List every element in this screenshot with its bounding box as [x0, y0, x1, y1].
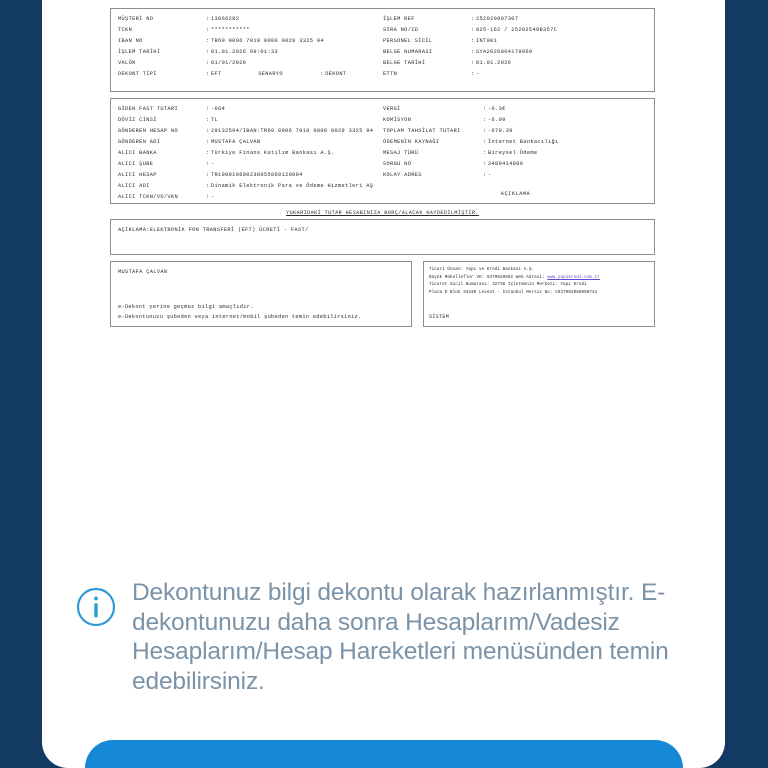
field-separator: :	[206, 71, 210, 77]
field-separator: :	[206, 60, 210, 66]
receipt-note-block	[110, 219, 655, 255]
legal-line-3: Ticaret Sicil Numarası: 32736 İşletmenin Merkezi: Yapı Kredi	[429, 282, 587, 287]
field-value: -6.09	[488, 117, 506, 123]
field-separator: :	[206, 150, 210, 156]
field-value: 01/01/2026	[211, 60, 247, 66]
field-key: GÖNDEREN HESAP NO	[118, 128, 178, 134]
receipt-header-block	[110, 8, 655, 92]
field-key: VERGİ	[383, 106, 401, 112]
field-separator: :	[206, 183, 210, 189]
field-separator: :	[471, 71, 475, 77]
info-circle-icon	[76, 587, 116, 627]
field-toplam-tahsilat-tutari	[383, 126, 648, 137]
field-key: ALICI TCKN/VD/VKN	[118, 194, 178, 200]
receipt-customer-block	[110, 261, 412, 327]
field-value: Bireysel Ödeme	[488, 150, 538, 156]
field-value: -	[488, 172, 492, 178]
legal-line-2-text: Büyük Mükellefler VD: 9370020892 Web Adresi:	[429, 274, 548, 280]
field-separator: :	[206, 27, 210, 33]
field-key: BELGE TARİHİ	[383, 60, 426, 66]
field-separator: :	[206, 49, 210, 55]
field-key: KOLAY ADRES	[383, 172, 422, 178]
field-separator: :	[206, 117, 210, 123]
detail-left-column	[118, 104, 383, 203]
field-key: GÖNDEREN ADI	[118, 139, 161, 145]
field-key: DEKONT TİPİ	[118, 71, 157, 77]
field-key: BELGE NUMARASI	[383, 49, 433, 55]
field-vergi	[383, 104, 648, 115]
field-tckn	[118, 25, 383, 36]
field-value-senaryo: DEKONT	[325, 71, 347, 77]
receipt-bottom-row	[110, 261, 655, 333]
field-gonderen-adi	[118, 137, 383, 148]
detail-right-column	[383, 104, 648, 203]
field-value: MUSTAFA ÇALVAN	[211, 139, 261, 145]
legal-system-label: SİSTEM	[429, 314, 450, 320]
customer-name: MUSTAFA ÇALVAN	[118, 269, 168, 275]
customer-footer	[118, 302, 362, 322]
field-separator: :	[471, 60, 475, 66]
field-separator: :	[206, 139, 210, 145]
field-sira-no-id	[383, 25, 648, 36]
field-odemenin-kaynagi	[383, 137, 648, 148]
field-key: VALÖR	[118, 60, 136, 66]
field-separator: :	[320, 71, 324, 77]
field-separator: :	[471, 27, 475, 33]
aciklama-label: AÇIKLAMA	[500, 191, 531, 197]
legal-line-2	[429, 274, 649, 282]
field-key: PERSONEL SİCİL	[383, 38, 433, 44]
field-key: KOMİSYON	[383, 117, 412, 123]
field-ettn	[383, 69, 648, 80]
field-giden-fast-tutari	[118, 104, 383, 115]
field-value: Dinamik Elektronik Para ve Ödeme Hizmetleri AŞ	[211, 183, 374, 189]
field-mesaj-turu	[383, 148, 648, 159]
receipt-detail-block	[110, 98, 655, 204]
field-value: -	[476, 71, 480, 77]
field-dekont-tipi	[118, 69, 383, 80]
customer-footer-line-2: e-Dekontunuzu şubeden veya internet/mobil şubeden temin edebilirsiniz.	[118, 314, 362, 320]
field-alici-sube	[118, 159, 383, 170]
field-key: MESAJ TÜRÜ	[383, 150, 419, 156]
field-separator: :	[206, 38, 210, 44]
field-separator: :	[483, 106, 487, 112]
field-key: TOPLAM TAHSİLAT TUTARI	[383, 128, 461, 134]
field-key: ETTN	[383, 71, 398, 77]
field-value: 13066282	[211, 16, 240, 22]
customer-footer-line-1: e-Dekont yerine geçmez bilgi amaçlıdır.	[118, 304, 254, 310]
field-value: -	[211, 161, 215, 167]
info-banner-message: Dekontunuz bilgi dekontu olarak hazırlanmıştır. E-dekontunuzu daha sonra Hesaplarım/Vadesiz Hesaplarım/Hesap Hareketleri menüsünden temin edebilirsiniz.	[132, 579, 669, 695]
primary-action-button[interactable]	[85, 740, 683, 768]
field-key: TCKN	[118, 27, 133, 33]
field-key: ALICI ŞUBE	[118, 161, 154, 167]
field-value: -	[211, 194, 215, 200]
header-left-column	[118, 14, 383, 80]
field-belge-numarasi	[383, 47, 648, 58]
note-line: AÇIKLAMA:ELEKTRONİK FON TRANSFERİ (EFT) ÜCRETİ - FAST/	[118, 227, 309, 233]
field-key: ALICI HESAP	[118, 172, 157, 178]
field-iban-no	[118, 36, 383, 47]
field-separator: :	[483, 161, 487, 167]
field-value: ***********	[211, 27, 250, 33]
field-value: 29132594/IBAN:TR60 0006 7010 0000 0029 3325 94	[211, 128, 374, 134]
field-alici-tckn-vd-vkn	[118, 192, 383, 203]
field-value: TL	[211, 117, 219, 123]
field-separator: :	[471, 49, 475, 55]
field-separator: :	[206, 128, 210, 134]
field-separator: :	[483, 128, 487, 134]
field-value: SYA2026004179069	[476, 49, 533, 55]
header-right-column	[383, 14, 648, 80]
field-key: MÜŞTERİ NO	[118, 16, 154, 22]
field-value: Türkiye Finans Katılım Bankası A.Ş.	[211, 150, 335, 156]
field-alici-adi	[118, 181, 383, 192]
field-komisyon	[383, 115, 648, 126]
field-value: 925-162 / 25202549B357C	[476, 27, 558, 33]
field-separator: :	[206, 172, 210, 178]
field-value: INT001	[476, 38, 498, 44]
field-valor	[118, 58, 383, 69]
field-separator: :	[206, 194, 210, 200]
field-value: -0.3€	[488, 106, 506, 112]
field-personel-sicil	[383, 36, 648, 47]
field-value: -670.39	[488, 128, 513, 134]
field-separator: :	[206, 106, 210, 112]
field-separator: :	[206, 16, 210, 22]
content-card	[42, 0, 725, 768]
receipt-legal-block	[423, 261, 655, 327]
field-separator: :	[471, 38, 475, 44]
borc-alacak-note: YUKARIDAKİ TUTAR HESABINIZA BORÇ/ALACAK KAYDEDİLMİŞTİR.	[286, 210, 479, 216]
legal-line-4: Plaza D Blok 34330 Levent - İstanbul Mersis No: C937002089080741	[429, 289, 598, 295]
field-value: 252020907307	[476, 16, 519, 22]
field-musteri-no	[118, 14, 383, 25]
field-islem-ref	[383, 14, 648, 25]
field-value: 2489414800	[488, 161, 524, 167]
field-key: İŞLEM TARİHİ	[118, 49, 161, 55]
receipt-document	[110, 8, 655, 333]
field-gonderen-hesap-no	[118, 126, 383, 137]
field-separator: :	[471, 16, 475, 22]
field-key: DÖVİZ CİNSİ	[118, 117, 157, 123]
field-separator: :	[206, 161, 210, 167]
field-alici-hesap	[118, 170, 383, 181]
field-key: ALICI ADI	[118, 183, 150, 189]
field-value: 01.01.2026	[476, 60, 512, 66]
field-value: EFT	[211, 71, 222, 77]
field-islem-tarihi	[118, 47, 383, 58]
field-key: ALICI BANKA	[118, 150, 157, 156]
field-alici-banka	[118, 148, 383, 159]
field-key: SIRA NO/ID	[383, 27, 419, 33]
field-separator: :	[483, 117, 487, 123]
field-key: İŞLEM REF	[383, 16, 415, 22]
info-banner	[42, 578, 725, 696]
field-doviz-cinsi	[118, 115, 383, 126]
field-key: GİDEN FAST TUTARI	[118, 106, 178, 112]
header-columns	[118, 14, 648, 80]
field-belge-tarihi	[383, 58, 648, 69]
field-key: IBAN NO	[118, 38, 143, 44]
bank-website-link[interactable]: www.yapikredi.com.tr	[547, 274, 600, 280]
field-key: SORGU NO	[383, 161, 412, 167]
field-value: 01.01.2026 09:01:33	[211, 49, 279, 55]
field-key: ÖDEMENİN KAYNAĞI	[383, 139, 440, 145]
field-value: İnternet Bankacılığı	[488, 139, 559, 145]
field-separator: :	[483, 172, 487, 178]
field-sorgu-no	[383, 159, 648, 170]
detail-columns	[118, 104, 648, 203]
field-value: -664	[211, 106, 226, 112]
field-value: TR190010600238055860120004	[211, 172, 303, 178]
field-separator: :	[483, 150, 487, 156]
field-separator: :	[483, 139, 487, 145]
field-value: TR60 0006 7010 0000 0029 3325 94	[211, 38, 324, 44]
legal-line-1: Ticari Ünvan: Yapı ve Kredi Bankası A.Ş.	[429, 267, 535, 272]
field-kolay-adres	[383, 170, 648, 181]
field-key-senaryo: SENARYO	[258, 71, 283, 77]
